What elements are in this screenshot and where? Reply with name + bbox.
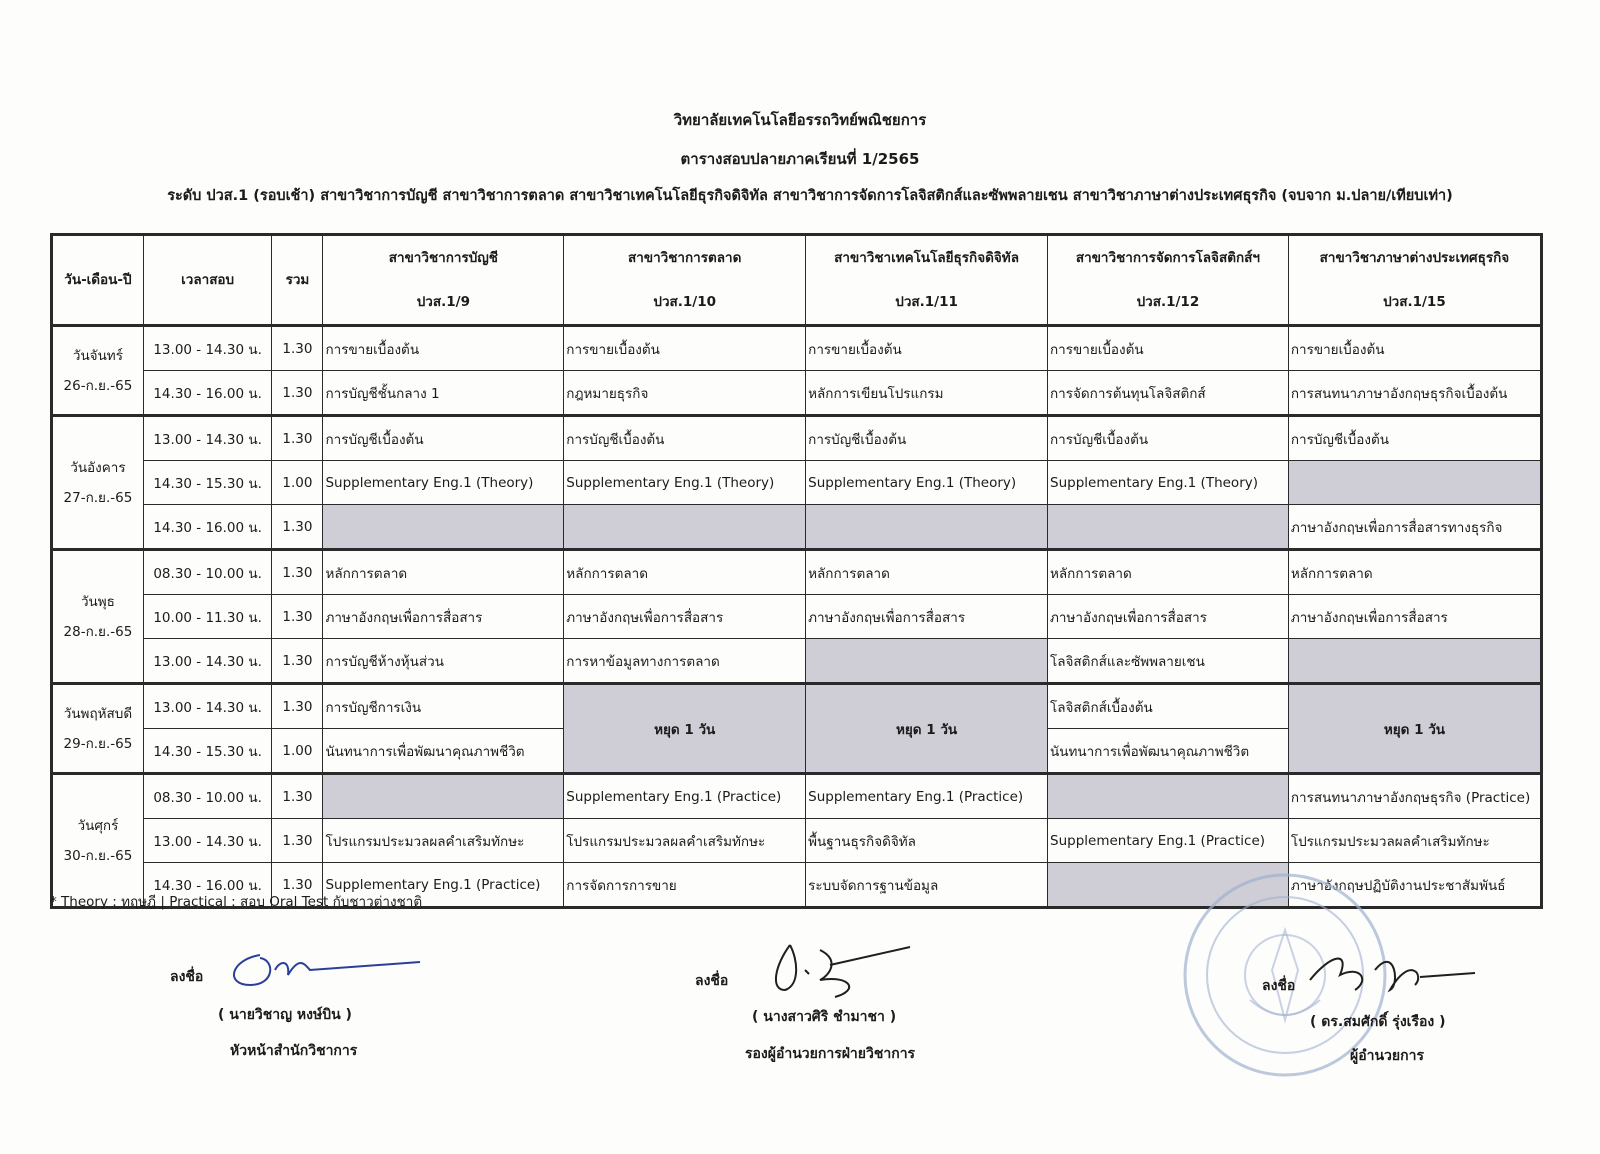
subject-cell: Supplementary Eng.1 (Practice): [564, 774, 806, 819]
subject-cell: ภาษาอังกฤษเพื่อการสื่อสารทางธุรกิจ: [1288, 505, 1541, 550]
branch-class: ปวส.1/10: [653, 294, 717, 310]
branch-class: ปวส.1/11: [895, 294, 958, 310]
time-cell: 14.30 - 15.30 น.: [143, 729, 272, 774]
empty-cell: [323, 774, 564, 819]
empty-cell: [806, 505, 1048, 550]
total-cell: 1.30: [272, 863, 323, 908]
subject-cell: การบัญชีชั้นกลาง 1: [323, 371, 564, 416]
empty-cell: [1288, 461, 1541, 505]
empty-cell: [806, 639, 1048, 684]
day-name: วันศุกร์: [77, 817, 119, 834]
signatory-position: ผู้อำนวยการ: [1350, 1048, 1424, 1064]
subject-cell: โปรแกรมประมวลผลคำเสริมทักษะ: [323, 819, 564, 863]
subject-cell: Supplementary Eng.1 (Theory): [806, 461, 1048, 505]
subject-cell: Supplementary Eng.1 (Theory): [323, 461, 564, 505]
empty-cell: [1048, 505, 1289, 550]
total-cell: 1.30: [272, 505, 323, 550]
holiday-cell: หยุด 1 วัน: [806, 684, 1048, 774]
subject-cell: Supplementary Eng.1 (Theory): [1048, 461, 1289, 505]
date-cell: [52, 416, 144, 550]
signatory-name: ( ดร.สมศักดิ์ รุ่งเรือง ): [1310, 1014, 1446, 1030]
day-date: 27-ก.ย.-65: [63, 489, 133, 506]
subject-cell: การบัญชีเบื้องต้น: [323, 416, 564, 461]
branch-header: [806, 235, 1048, 326]
subject-cell: โปรแกรมประมวลผลคำเสริมทักษะ: [564, 819, 806, 863]
signatory-position: รองผู้อำนวยการฝ่ายวิชาการ: [745, 1046, 916, 1062]
day-name: วันพุธ: [80, 593, 115, 610]
schedule-title: ตารางสอบปลายภาคเรียนที่ 1/2565: [680, 150, 920, 168]
col-total-header: รวม: [272, 235, 323, 326]
branch-header: [1048, 235, 1289, 326]
subject-cell: การบัญชีเบื้องต้น: [1288, 416, 1541, 461]
time-cell: 13.00 - 14.30 น.: [143, 326, 272, 371]
signature-scribble: [220, 940, 430, 995]
subject-cell: หลักการตลาด: [323, 550, 564, 595]
subject-cell: การขายเบื้องต้น: [806, 326, 1048, 371]
subject-cell: การบัญชีเบื้องต้น: [1048, 416, 1289, 461]
subject-cell: นันทนาการเพื่อพัฒนาคุณภาพชีวิต: [323, 729, 564, 774]
subject-cell: การขายเบื้องต้น: [1048, 326, 1289, 371]
subject-cell: ระบบจัดการฐานข้อมูล: [806, 863, 1048, 908]
time-cell: 14.30 - 15.30 น.: [143, 461, 272, 505]
branch-class: ปวส.1/12: [1136, 294, 1200, 310]
subject-cell: การบัญชีการเงิน: [323, 684, 564, 729]
subject-cell: โลจิสติกส์เบื้องต้น: [1048, 684, 1289, 729]
subject-cell: Supplementary Eng.1 (Practice): [1048, 819, 1289, 863]
day-date: 30-ก.ย.-65: [63, 847, 133, 864]
total-cell: 1.30: [272, 416, 323, 461]
subject-cell: กฎหมายธุรกิจ: [564, 371, 806, 416]
subject-cell: พื้นฐานธุรกิจดิจิทัล: [806, 819, 1048, 863]
day-date: 29-ก.ย.-65: [63, 735, 133, 752]
branch-header: [564, 235, 806, 326]
time-cell: 14.30 - 16.00 น.: [143, 505, 272, 550]
subject-cell: หลักการตลาด: [806, 550, 1048, 595]
signatory-name: ( นางสาวศิริ ชำมาชา ): [752, 1009, 897, 1025]
date-cell: [52, 774, 144, 908]
time-cell: 13.00 - 14.30 น.: [143, 684, 272, 729]
subject-cell: การบัญชีเบื้องต้น: [564, 416, 806, 461]
time-cell: 13.00 - 14.30 น.: [143, 639, 272, 684]
subject-cell: หลักการตลาด: [564, 550, 806, 595]
branch-class: ปวส.1/9: [416, 294, 470, 310]
branch-name: สาขาวิชาการจัดการโลจิสติกส์ฯ: [1075, 250, 1260, 266]
date-cell: [52, 326, 144, 416]
empty-cell: [1048, 774, 1289, 819]
day-name: วันอังคาร: [70, 459, 126, 476]
subject-cell: ภาษาอังกฤษเพื่อการสื่อสาร: [564, 595, 806, 639]
day-name: วันพฤหัสบดี: [63, 705, 133, 722]
table-row: [52, 684, 1542, 729]
signatory-position: หัวหน้าสำนักวิชาการ: [230, 1043, 358, 1059]
header-row: [52, 235, 1542, 326]
empty-cell: [564, 505, 806, 550]
signature-scribble: [1300, 935, 1480, 1005]
subject-cell: หลักการเขียนโปรแกรม: [806, 371, 1048, 416]
subject-cell: หลักการตลาด: [1048, 550, 1289, 595]
total-cell: 1.30: [272, 550, 323, 595]
subject-cell: การหาข้อมูลทางการตลาด: [564, 639, 806, 684]
table-row: [52, 550, 1542, 595]
branch-name: สาขาวิชาการตลาด: [628, 250, 742, 266]
day-name: วันจันทร์: [72, 347, 123, 364]
day-date: 26-ก.ย.-65: [63, 377, 133, 394]
subject-cell: Supplementary Eng.1 (Practice): [323, 863, 564, 908]
branch-header: [1288, 235, 1541, 326]
signature-label: ลงชื่อ: [170, 969, 204, 985]
time-cell: 14.30 - 16.00 น.: [143, 863, 272, 908]
subject-cell: ภาษาอังกฤษเพื่อการสื่อสาร: [323, 595, 564, 639]
total-cell: 1.30: [272, 819, 323, 863]
subject-cell: ภาษาอังกฤษเพื่อการสื่อสาร: [1048, 595, 1289, 639]
time-cell: 13.00 - 14.30 น.: [143, 416, 272, 461]
subject-cell: การจัดการการขาย: [564, 863, 806, 908]
total-cell: 1.30: [272, 326, 323, 371]
subject-cell: หลักการตลาด: [1288, 550, 1541, 595]
subject-cell: การขายเบื้องต้น: [564, 326, 806, 371]
signature-scribble: [760, 935, 920, 1005]
subject-cell: การขายเบื้องต้น: [323, 326, 564, 371]
table-row: [52, 505, 1542, 550]
date-cell: [52, 684, 144, 774]
time-cell: 08.30 - 10.00 น.: [143, 550, 272, 595]
subject-cell: โลจิสติกส์และซัพพลายเชน: [1048, 639, 1289, 684]
branch-class: ปวส.1/15: [1383, 294, 1446, 310]
time-cell: 08.30 - 10.00 น.: [143, 774, 272, 819]
subject-cell: การสนทนาภาษาอังกฤษธุรกิจเบื้องต้น: [1288, 371, 1541, 416]
col-time-header: เวลาสอบ: [143, 235, 272, 326]
subject-cell: ภาษาอังกฤษเพื่อการสื่อสาร: [1288, 595, 1541, 639]
total-cell: 1.30: [272, 684, 323, 729]
subject-cell: Supplementary Eng.1 (Practice): [806, 774, 1048, 819]
total-cell: 1.30: [272, 774, 323, 819]
table-row: [52, 326, 1542, 371]
table-row: [52, 639, 1542, 684]
institution-name: วิทยาลัยเทคโนโลยีอรรถวิทย์พณิชยการ: [673, 111, 927, 129]
total-cell: 1.00: [272, 729, 323, 774]
subject-cell: การสนทนาภาษาอังกฤษธุรกิจ (Practice): [1288, 774, 1541, 819]
total-cell: 1.00: [272, 461, 323, 505]
table-row: [52, 371, 1542, 416]
subject-cell: Supplementary Eng.1 (Theory): [564, 461, 806, 505]
subject-cell: การบัญชีห้างหุ้นส่วน: [323, 639, 564, 684]
subject-cell: ภาษาอังกฤษเพื่อการสื่อสาร: [806, 595, 1048, 639]
subject-cell: การขายเบื้องต้น: [1288, 326, 1541, 371]
branch-header: [323, 235, 564, 326]
time-cell: 14.30 - 16.00 น.: [143, 371, 272, 416]
schedule-subtitle: ระดับ ปวส.1 (รอบเช้า) สาขาวิชาการบัญชี สาขาวิชาการตลาด สาขาวิชาเทคโนโลยีธุรกิจดิจิทัล สาขาวิชาการจัดการโลจิสติกส์และซัพพลายเชน สาขาวิชาภาษาต่างประเทศธุรกิจ (จบจาก ม.ปลาย/เทียบเท่า): [167, 188, 1453, 204]
table-row: [52, 595, 1542, 639]
empty-cell: [323, 505, 564, 550]
total-cell: 1.30: [272, 595, 323, 639]
signature-label: ลงชื่อ: [1262, 978, 1296, 994]
subject-cell: ภาษาอังกฤษปฏิบัติงานประชาสัมพันธ์: [1288, 863, 1541, 908]
subject-cell: โปรแกรมประมวลผลคำเสริมทักษะ: [1288, 819, 1541, 863]
branch-name: สาขาวิชาเทคโนโลยีธุรกิจดิจิทัล: [834, 250, 1019, 266]
table-row: [52, 461, 1542, 505]
subject-cell: การบัญชีเบื้องต้น: [806, 416, 1048, 461]
signatory-name: ( นายวิชาญ หงษ์บิน ): [218, 1007, 352, 1023]
total-cell: 1.30: [272, 639, 323, 684]
table-row: [52, 774, 1542, 819]
time-cell: 13.00 - 14.30 น.: [143, 819, 272, 863]
table-row: [52, 819, 1542, 863]
branch-name: สาขาวิชาการบัญชี: [388, 250, 498, 266]
day-date: 28-ก.ย.-65: [63, 623, 133, 640]
subject-cell: นันทนาการเพื่อพัฒนาคุณภาพชีวิต: [1048, 729, 1289, 774]
holiday-cell: หยุด 1 วัน: [564, 684, 806, 774]
time-cell: 10.00 - 11.30 น.: [143, 595, 272, 639]
empty-cell: [1288, 639, 1541, 684]
holiday-cell: หยุด 1 วัน: [1288, 684, 1541, 774]
subject-cell: การจัดการต้นทุนโลจิสติกส์: [1048, 371, 1289, 416]
date-cell: [52, 550, 144, 684]
branch-name: สาขาวิชาภาษาต่างประเทศธุรกิจ: [1319, 250, 1510, 266]
exam-schedule-table: [50, 233, 1543, 909]
col-date-header: วัน-เดือน-ปี: [52, 235, 144, 326]
total-cell: 1.30: [272, 371, 323, 416]
signature-label: ลงชื่อ: [695, 973, 729, 989]
table-row: [52, 416, 1542, 461]
footnote: * Theory : ทฤษฎี | Practical : สอบ Oral Test กับชาวต่างชาติ: [50, 894, 423, 910]
